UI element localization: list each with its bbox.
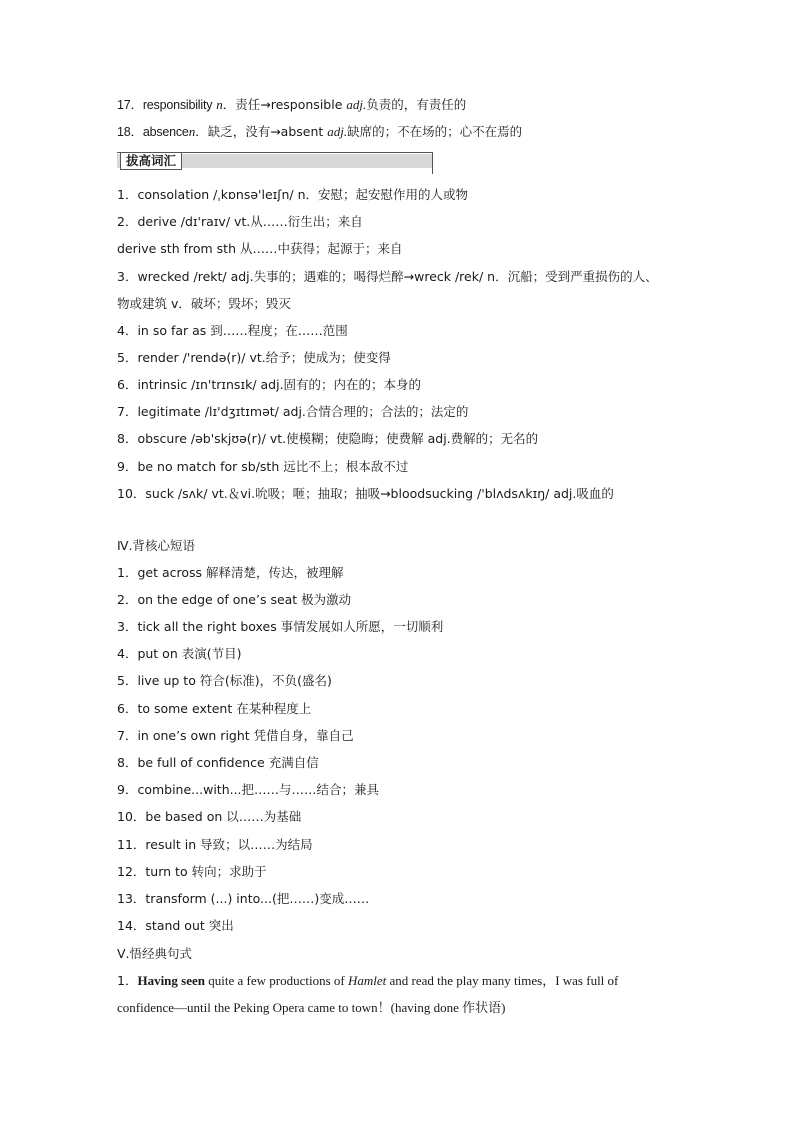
banner-edge [432,152,433,174]
sentence-highlight: Having seen [137,973,205,988]
advanced-item: derive sth from sth 从……中获得；起源于；来自 [117,241,403,256]
section-heading: Ⅳ.背核心短语 [117,538,196,553]
advanced-item: 3．wrecked /rekt/ adj.失事的；遇难的；喝得烂醉→wreck /rek/ n．沉船；受到严重损伤的人、 [117,269,658,284]
phrase-item: 9．combine...with...把……与……结合；兼具 [117,782,380,797]
part-of-speech: adj. [346,97,367,112]
advanced-item: 9．be no match for sb/sth 远比不上；根本敌不过 [117,459,409,474]
advanced-item: 6．intrinsic /ɪn'trɪnsɪk/ adj.固有的；内在的；本身的 [117,377,422,392]
sentence-number: 1． [117,973,138,988]
phrase-item: 3．tick all the right boxes 事情发展如人所愿，一切顺利 [117,619,444,634]
sentence-text: quite a few productions of [205,973,348,988]
advanced-item: 物或建筑 v．破坏；毁坏；毁灭 [117,296,291,311]
advanced-item: 8．obscure /əb'skjʊə(r)/ vt.使模糊；使隐晦；使费解 adj.费解的；无名的 [117,431,539,446]
item-number: 18． [117,125,143,139]
sentence-item-1-continued [117,999,505,1017]
item-term: absence [142,125,189,139]
sentence-text: and read the play many times，I was full of [386,973,619,988]
vocab-item-17 [117,96,466,114]
item-term: responsibility [142,98,213,112]
item-definition: 负责的，有责任的 [366,97,467,112]
sentence-title: Hamlet [347,973,387,988]
phrase-item: 13．transform (...) into...(把……)变成…… [117,891,370,906]
advanced-item: 10．suck /sʌk/ vt.＆vi.吮吸；咂；抽取；抽吸→bloodsucking /'blʌdsʌkɪŋ/ adj.吸血的 [117,486,614,501]
sentence-text: confidence—until the Peking Opera came to town！(having done 作状语) [117,1000,506,1015]
phrase-item: 12．turn to 转向；求助于 [117,864,267,879]
phrase-item: 10．be based on 以……为基础 [117,809,302,824]
phrase-item: 7．in one’s own right 凭借自身，靠自己 [117,728,354,743]
phrase-item: 5．live up to 符合(标准)，不负(盛名) [117,673,332,688]
phrase-item: 4．put on 表演(节目) [117,646,242,661]
advanced-item: 7．legitimate /lɪ'dʒɪtɪmət/ adj.合情合理的；合法的；法定的 [117,404,469,419]
item-definition: ．缺乏，没有→absent [195,124,328,139]
banner-label: 拔高词汇 [120,152,182,170]
item-number: 17． [117,98,143,112]
part-of-speech: adj. [327,124,348,139]
phrase-item: 1．get across 解释清楚，传达，被理解 [117,565,344,580]
phrase-item: 8．be full of confidence 充满自信 [117,755,319,770]
phrase-item: 14．stand out 突出 [117,918,234,933]
advanced-item: 4．in so far as 到……程度；在……范围 [117,323,348,338]
phrase-item: 2．on the edge of one’s seat 极为激动 [117,592,352,607]
item-definition: ．责任→responsible [222,97,347,112]
advanced-item: 1．consolation /ˌkɒnsə'leɪʃn/ n．安慰；起安慰作用的人或物 [117,187,469,202]
phrase-item: 11．result in 导致；以……为结局 [117,837,313,852]
advanced-item: 2．derive /dɪ'raɪv/ vt.从……衍生出；来自 [117,214,363,229]
section-banner [117,152,433,174]
part-of-speech: n [188,124,196,139]
part-of-speech: n [216,97,223,112]
section-heading: Ⅴ.悟经典句式 [117,946,193,961]
vocab-item-18 [117,123,522,141]
phrase-item: 6．to some extent 在某种程度上 [117,701,312,716]
sentence-item-1 [117,972,618,990]
advanced-item: 5．render /'rendə(r)/ vt.给予；使成为；使变得 [117,350,391,365]
item-definition: 缺席的；不在场的；心不在焉的 [347,124,523,139]
